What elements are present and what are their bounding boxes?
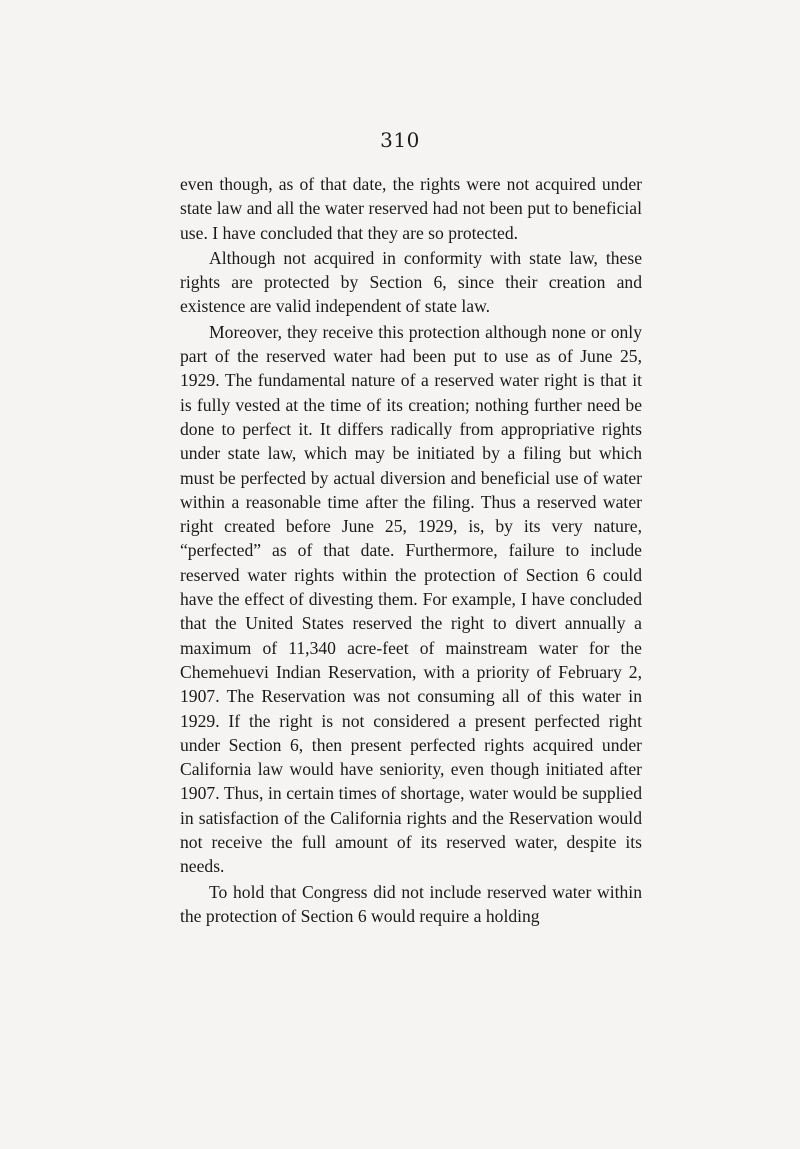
paragraph: Moreover, they receive this protection although none or only part of the reserved water had been put to use as of June 25, 1929. The fundamental nature of a reserved water right is that it is fully vested at the time of its creation; nothing further need be done to perfect it. It differs radically from appropriative rights under state law, which may be initiated by a filing but which must be perfected by actual diversion and beneficial use of water within a reasonable time after the filing. Thus a reserved water right created before June 25, 1929, is, by its very nature, “perfected” as of that date. Furthermore, failure to include reserved water rights within the protection of Section 6 could have the effect of divesting them. For example, I have concluded that the United States reserved the right to divert annually a maximum of 11,340 acre-feet of mainstream water for the Chemehuevi Indian Reservation, with a priority of February 2, 1907. The Reservation was not consuming all of this water in 1929. If the right is not considered a present perfected right under Section 6, then present perfected rights acquired under California law would have seniority, even though initiated after 1907. Thus, in certain times of shortage, water would be supplied in satisfaction of the California rights and the Reservation would not receive the full amount of its reserved water, despite its needs. (180, 321, 642, 877)
paragraph-continuation: even though, as of that date, the rights were not acquired under state law and all the water reserved had not been put to beneficial use. I have concluded that they are so protected. (180, 174, 642, 243)
paragraph: To hold that Congress did not include reserved water within the protection of Section 6 would require a holding (180, 881, 642, 926)
page-number: 310 (380, 128, 420, 152)
paragraph: Although not acquired in conformity with state law, these rights are protected by Section 6, since their creation and existence are valid independent of state law. (180, 247, 642, 317)
body-text (180, 172, 642, 928)
